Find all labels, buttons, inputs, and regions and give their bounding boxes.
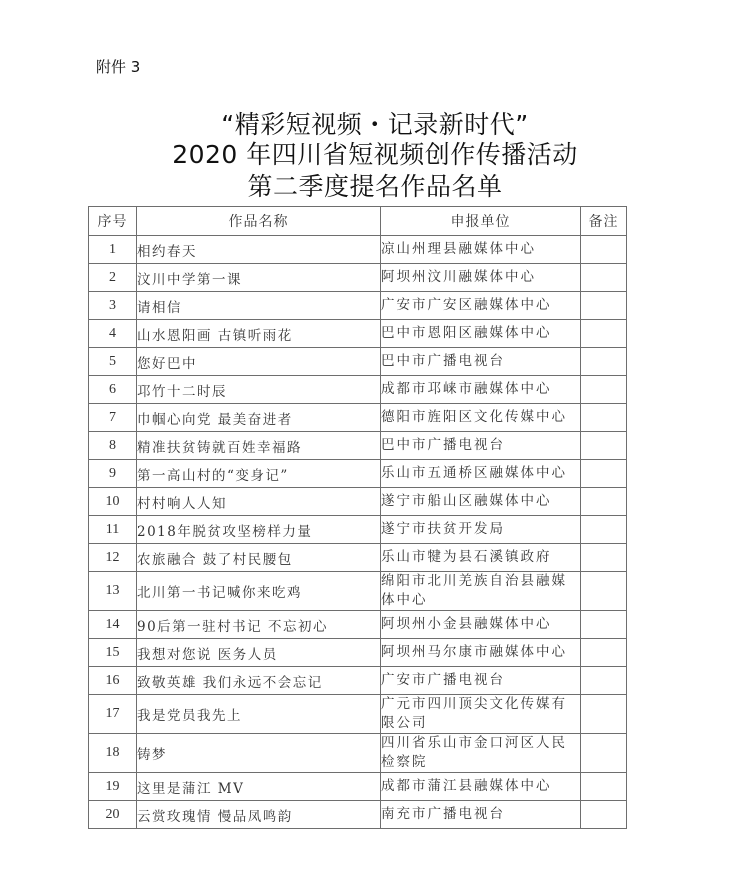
header-note: 备注 [581, 207, 627, 236]
cell-note [581, 611, 627, 639]
cell-name: 我想对您说 医务人员 [137, 639, 381, 667]
cell-name: 巾帼心向党 最美奋进者 [137, 404, 381, 432]
cell-name: 邛竹十二时辰 [137, 376, 381, 404]
cell-note [581, 801, 627, 829]
cell-no: 12 [89, 544, 137, 572]
cell-note [581, 460, 627, 488]
cell-note [581, 773, 627, 801]
table-row [89, 376, 627, 404]
cell-unit: 阿坝州汶川融媒体中心 [381, 264, 581, 292]
title-line-1: “精彩短视频・记录新时代” [221, 110, 529, 139]
table-row [89, 516, 627, 544]
cell-name: 请相信 [137, 292, 381, 320]
cell-no: 2 [89, 264, 137, 292]
cell-no: 17 [89, 695, 137, 734]
cell-no: 6 [89, 376, 137, 404]
title-line-3: 第二季度提名作品名单 [247, 172, 503, 201]
cell-name: 90后第一驻村书记 不忘初心 [137, 611, 381, 639]
cell-name: 铸梦 [137, 734, 381, 773]
table-row [89, 734, 627, 773]
table-row [89, 572, 627, 611]
cell-name: 云赏玫瑰情 慢品凤鸣韵 [137, 801, 381, 829]
cell-unit: 广安市广播电视台 [381, 667, 581, 695]
attachment-label: 附件 3 [96, 58, 141, 76]
cell-unit: 乐山市犍为县石溪镇政府 [381, 544, 581, 572]
cell-note [581, 734, 627, 773]
cell-unit: 四川省乐山市金口河区人民检察院 [381, 734, 581, 773]
cell-unit: 德阳市旌阳区文化传媒中心 [381, 404, 581, 432]
table-row [89, 639, 627, 667]
cell-note [581, 320, 627, 348]
cell-note [581, 544, 627, 572]
cell-note [581, 695, 627, 734]
cell-unit: 阿坝州小金县融媒体中心 [381, 611, 581, 639]
cell-unit: 乐山市五通桥区融媒体中心 [381, 460, 581, 488]
cell-unit: 巴中市广播电视台 [381, 348, 581, 376]
cell-note [581, 376, 627, 404]
cell-note [581, 572, 627, 611]
cell-unit: 绵阳市北川羌族自治县融媒体中心 [381, 572, 581, 611]
table-row [89, 611, 627, 639]
header-unit: 申报单位 [381, 207, 581, 236]
cell-no: 18 [89, 734, 137, 773]
cell-no: 3 [89, 292, 137, 320]
nomination-table [88, 206, 627, 829]
cell-name: 第一高山村的“变身记” [137, 460, 381, 488]
cell-name: 北川第一书记喊你来吃鸡 [137, 572, 381, 611]
cell-note [581, 236, 627, 264]
cell-unit: 广元市四川顶尖文化传媒有限公司 [381, 695, 581, 734]
table-row [89, 667, 627, 695]
header-no: 序号 [89, 207, 137, 236]
cell-unit: 南充市广播电视台 [381, 801, 581, 829]
cell-unit: 成都市邛崃市融媒体中心 [381, 376, 581, 404]
cell-name: 我是党员我先上 [137, 695, 381, 734]
table-row [89, 236, 627, 264]
table-row [89, 404, 627, 432]
table-row [89, 264, 627, 292]
cell-no: 15 [89, 639, 137, 667]
table-header-row [89, 207, 627, 236]
cell-name: 致敬英雄 我们永远不会忘记 [137, 667, 381, 695]
cell-unit: 巴中市恩阳区融媒体中心 [381, 320, 581, 348]
cell-no: 13 [89, 572, 137, 611]
cell-no: 4 [89, 320, 137, 348]
cell-name: 您好巴中 [137, 348, 381, 376]
header-name: 作品名称 [137, 207, 381, 236]
cell-no: 1 [89, 236, 137, 264]
cell-no: 14 [89, 611, 137, 639]
table-row [89, 348, 627, 376]
table-row [89, 773, 627, 801]
cell-no: 11 [89, 516, 137, 544]
cell-note [581, 404, 627, 432]
cell-note [581, 264, 627, 292]
table-row [89, 801, 627, 829]
cell-no: 8 [89, 432, 137, 460]
cell-name: 这里是蒲江 MV [137, 773, 381, 801]
table-row [89, 320, 627, 348]
cell-name: 村村响人人知 [137, 488, 381, 516]
cell-no: 9 [89, 460, 137, 488]
cell-name: 山水恩阳画 古镇听雨花 [137, 320, 381, 348]
cell-name: 汶川中学第一课 [137, 264, 381, 292]
cell-unit: 阿坝州马尔康市融媒体中心 [381, 639, 581, 667]
cell-note [581, 516, 627, 544]
cell-note [581, 667, 627, 695]
title-line-2: 2020 年四川省短视频创作传播活动 [172, 140, 578, 169]
cell-name: 相约春天 [137, 236, 381, 264]
cell-no: 19 [89, 773, 137, 801]
cell-note [581, 348, 627, 376]
cell-unit: 巴中市广播电视台 [381, 432, 581, 460]
cell-note [581, 432, 627, 460]
cell-name: 精准扶贫铸就百姓幸福路 [137, 432, 381, 460]
cell-unit: 成都市蒲江县融媒体中心 [381, 773, 581, 801]
cell-unit: 遂宁市船山区融媒体中心 [381, 488, 581, 516]
table-row [89, 488, 627, 516]
cell-note [581, 292, 627, 320]
cell-no: 10 [89, 488, 137, 516]
cell-name: 农旅融合 鼓了村民腰包 [137, 544, 381, 572]
table-row [89, 292, 627, 320]
cell-no: 7 [89, 404, 137, 432]
cell-unit: 遂宁市扶贫开发局 [381, 516, 581, 544]
cell-note [581, 639, 627, 667]
table-row [89, 544, 627, 572]
cell-unit: 凉山州理县融媒体中心 [381, 236, 581, 264]
table-row [89, 695, 627, 734]
cell-no: 5 [89, 348, 137, 376]
cell-no: 16 [89, 667, 137, 695]
cell-no: 20 [89, 801, 137, 829]
table-row [89, 460, 627, 488]
table-row [89, 432, 627, 460]
cell-unit: 广安市广安区融媒体中心 [381, 292, 581, 320]
cell-name: 2018年脱贫攻坚榜样力量 [137, 516, 381, 544]
cell-note [581, 488, 627, 516]
